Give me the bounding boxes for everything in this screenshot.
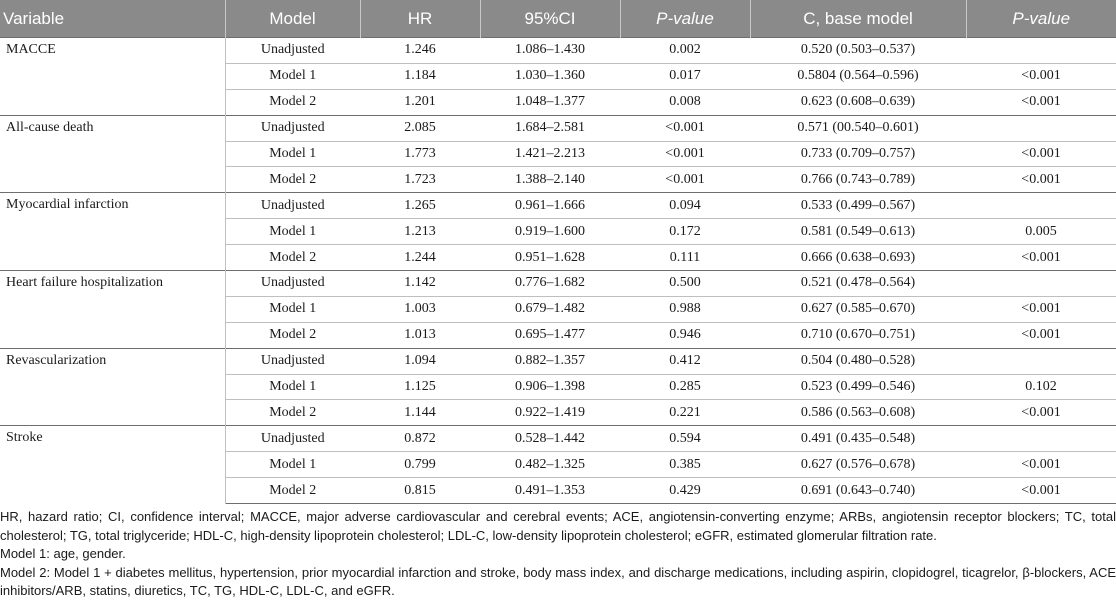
ci-cell: 0.776–1.682 xyxy=(480,271,620,297)
p-value-cell: 0.221 xyxy=(620,400,750,426)
p-value-2-cell: <0.001 xyxy=(966,141,1116,167)
c-base-model-cell: 0.491 (0.435–0.548) xyxy=(750,426,966,452)
p-value-cell: <0.001 xyxy=(620,115,750,141)
ci-cell: 0.919–1.600 xyxy=(480,219,620,245)
p-value-2-cell: <0.001 xyxy=(966,245,1116,271)
model-cell: Model 1 xyxy=(225,452,360,478)
p-value-cell: 0.946 xyxy=(620,322,750,348)
model-cell: Model 2 xyxy=(225,89,360,115)
p-value-cell: 0.172 xyxy=(620,219,750,245)
header-ci: 95%CI xyxy=(480,0,620,38)
c-base-model-cell: 0.586 (0.563–0.608) xyxy=(750,400,966,426)
model-cell: Unadjusted xyxy=(225,271,360,297)
c-base-model-cell: 0.5804 (0.564–0.596) xyxy=(750,63,966,89)
model-cell: Model 1 xyxy=(225,141,360,167)
header-row xyxy=(0,0,1116,38)
model-cell: Model 2 xyxy=(225,400,360,426)
c-base-model-cell: 0.504 (0.480–0.528) xyxy=(750,348,966,374)
p-value-2-cell xyxy=(966,38,1116,64)
p-value-2-cell: <0.001 xyxy=(966,322,1116,348)
table-row xyxy=(0,426,1116,452)
variable-cell: Myocardial infarction xyxy=(0,193,225,271)
p-value-2-cell xyxy=(966,426,1116,452)
footnotes xyxy=(0,504,1116,601)
hr-cell: 1.144 xyxy=(360,400,480,426)
p-value-cell: <0.001 xyxy=(620,141,750,167)
variable-cell: All-cause death xyxy=(0,115,225,193)
ci-cell: 1.684–2.581 xyxy=(480,115,620,141)
model-cell: Model 2 xyxy=(225,478,360,504)
c-base-model-cell: 0.581 (0.549–0.613) xyxy=(750,219,966,245)
table-row xyxy=(0,38,1116,64)
model-cell: Unadjusted xyxy=(225,115,360,141)
header-p-value-2 xyxy=(966,0,1116,38)
p-value-2-cell xyxy=(966,271,1116,297)
ci-cell: 1.048–1.377 xyxy=(480,89,620,115)
ci-cell: 0.679–1.482 xyxy=(480,296,620,322)
hr-cell: 1.773 xyxy=(360,141,480,167)
variable-cell: Revascularization xyxy=(0,348,225,426)
header-variable: Variable xyxy=(0,0,225,38)
variable-cell: Heart failure hospitalization xyxy=(0,271,225,349)
p-value-cell: 0.412 xyxy=(620,348,750,374)
model-cell: Model 2 xyxy=(225,245,360,271)
variable-cell: MACCE xyxy=(0,38,225,116)
c-base-model-cell: 0.766 (0.743–0.789) xyxy=(750,167,966,193)
ci-cell: 0.491–1.353 xyxy=(480,478,620,504)
hr-cell: 1.213 xyxy=(360,219,480,245)
header-c-base-model: C, base model xyxy=(750,0,966,38)
p-value-2-cell: 0.005 xyxy=(966,219,1116,245)
footnote-model2: Model 2: Model 1 + diabetes mellitus, hypertension, prior myocardial infarction and stroke, body mass index, and discharge medications, including aspirin, clopidogrel, ticagrelor, β-blockers, ACE inhibitors/ARB, statins, diuretics, TC, TG, HDL-C, LDL-C, and eGFR. xyxy=(0,564,1116,599)
hr-cell: 1.265 xyxy=(360,193,480,219)
hr-cell: 1.184 xyxy=(360,63,480,89)
p-value-2-cell: <0.001 xyxy=(966,63,1116,89)
hr-cell: 1.201 xyxy=(360,89,480,115)
p-value-cell: 0.094 xyxy=(620,193,750,219)
table-row xyxy=(0,271,1116,297)
model-cell: Model 1 xyxy=(225,219,360,245)
hr-cell: 2.085 xyxy=(360,115,480,141)
p-value-2-cell xyxy=(966,115,1116,141)
header-p-value-text: P-value xyxy=(656,8,714,28)
model-cell: Model 2 xyxy=(225,322,360,348)
c-base-model-cell: 0.521 (0.478–0.564) xyxy=(750,271,966,297)
p-value-cell: 0.594 xyxy=(620,426,750,452)
p-value-cell: 0.017 xyxy=(620,63,750,89)
c-base-model-cell: 0.710 (0.670–0.751) xyxy=(750,322,966,348)
hr-cell: 1.142 xyxy=(360,271,480,297)
variable-cell: Stroke xyxy=(0,426,225,504)
p-value-2-cell: <0.001 xyxy=(966,478,1116,504)
p-value-2-cell xyxy=(966,193,1116,219)
table-row xyxy=(0,193,1116,219)
model-cell: Unadjusted xyxy=(225,38,360,64)
hr-cell: 1.013 xyxy=(360,322,480,348)
hr-cell: 1.244 xyxy=(360,245,480,271)
c-base-model-cell: 0.571 (00.540–0.601) xyxy=(750,115,966,141)
p-value-cell: 0.285 xyxy=(620,374,750,400)
hr-cell: 0.799 xyxy=(360,452,480,478)
p-value-2-cell: <0.001 xyxy=(966,296,1116,322)
header-p-value-2-text: P-value xyxy=(1012,8,1071,28)
p-value-cell: 0.111 xyxy=(620,245,750,271)
footnote-abbreviations: HR, hazard ratio; CI, confidence interval; MACCE, major adverse cardiovascular and cerebral events; ACE, angiotensin-converting enzyme; ARBs, angiotensin receptor blockers; TC, total cholesterol; TG, total triglyceride; HDL-C, high-density lipoprotein cholesterol; LDL-C, low-density lipoprotein cholesterol; eGFR, estimated glomerular filtration rate. xyxy=(0,509,1116,543)
table-row xyxy=(0,348,1116,374)
p-value-cell: <0.001 xyxy=(620,167,750,193)
c-base-model-cell: 0.623 (0.608–0.639) xyxy=(750,89,966,115)
hr-cell: 1.246 xyxy=(360,38,480,64)
p-value-cell: 0.002 xyxy=(620,38,750,64)
c-base-model-cell: 0.691 (0.643–0.740) xyxy=(750,478,966,504)
table-body xyxy=(0,38,1116,504)
ci-cell: 0.961–1.666 xyxy=(480,193,620,219)
c-base-model-cell: 0.733 (0.709–0.757) xyxy=(750,141,966,167)
c-base-model-cell: 0.523 (0.499–0.546) xyxy=(750,374,966,400)
hr-cell: 1.003 xyxy=(360,296,480,322)
model-cell: Model 1 xyxy=(225,63,360,89)
p-value-2-cell: <0.001 xyxy=(966,400,1116,426)
ci-cell: 1.421–2.213 xyxy=(480,141,620,167)
model-cell: Unadjusted xyxy=(225,426,360,452)
p-value-2-cell: <0.001 xyxy=(966,452,1116,478)
hr-cell: 0.815 xyxy=(360,478,480,504)
model-cell: Model 1 xyxy=(225,296,360,322)
hr-cell: 1.125 xyxy=(360,374,480,400)
p-value-cell: 0.988 xyxy=(620,296,750,322)
ci-cell: 0.482–1.325 xyxy=(480,452,620,478)
model-cell: Model 2 xyxy=(225,167,360,193)
ci-cell: 0.906–1.398 xyxy=(480,374,620,400)
c-base-model-cell: 0.627 (0.585–0.670) xyxy=(750,296,966,322)
model-cell: Unadjusted xyxy=(225,193,360,219)
hr-cell: 0.872 xyxy=(360,426,480,452)
c-base-model-cell: 0.666 (0.638–0.693) xyxy=(750,245,966,271)
p-value-2-cell: <0.001 xyxy=(966,167,1116,193)
ci-cell: 0.695–1.477 xyxy=(480,322,620,348)
p-value-2-cell xyxy=(966,348,1116,374)
p-value-cell: 0.385 xyxy=(620,452,750,478)
footnote-model1: Model 1: age, gender. xyxy=(0,546,126,562)
table-row xyxy=(0,115,1116,141)
model-cell: Model 1 xyxy=(225,374,360,400)
ci-cell: 1.388–2.140 xyxy=(480,167,620,193)
c-base-model-cell: 0.627 (0.576–0.678) xyxy=(750,452,966,478)
ci-cell: 0.528–1.442 xyxy=(480,426,620,452)
ci-cell: 0.882–1.357 xyxy=(480,348,620,374)
ci-cell: 0.922–1.419 xyxy=(480,400,620,426)
hr-cell: 1.723 xyxy=(360,167,480,193)
ci-cell: 1.030–1.360 xyxy=(480,63,620,89)
model-cell: Unadjusted xyxy=(225,348,360,374)
header-model: Model xyxy=(225,0,360,38)
p-value-2-cell: <0.001 xyxy=(966,89,1116,115)
p-value-cell: 0.500 xyxy=(620,271,750,297)
c-base-model-cell: 0.533 (0.499–0.567) xyxy=(750,193,966,219)
header-p-value xyxy=(620,0,750,38)
c-base-model-cell: 0.520 (0.503–0.537) xyxy=(750,38,966,64)
ci-cell: 1.086–1.430 xyxy=(480,38,620,64)
hr-cell: 1.094 xyxy=(360,348,480,374)
p-value-2-cell: 0.102 xyxy=(966,374,1116,400)
p-value-cell: 0.429 xyxy=(620,478,750,504)
header-hr: HR xyxy=(360,0,480,38)
ci-cell: 0.951–1.628 xyxy=(480,245,620,271)
p-value-cell: 0.008 xyxy=(620,89,750,115)
